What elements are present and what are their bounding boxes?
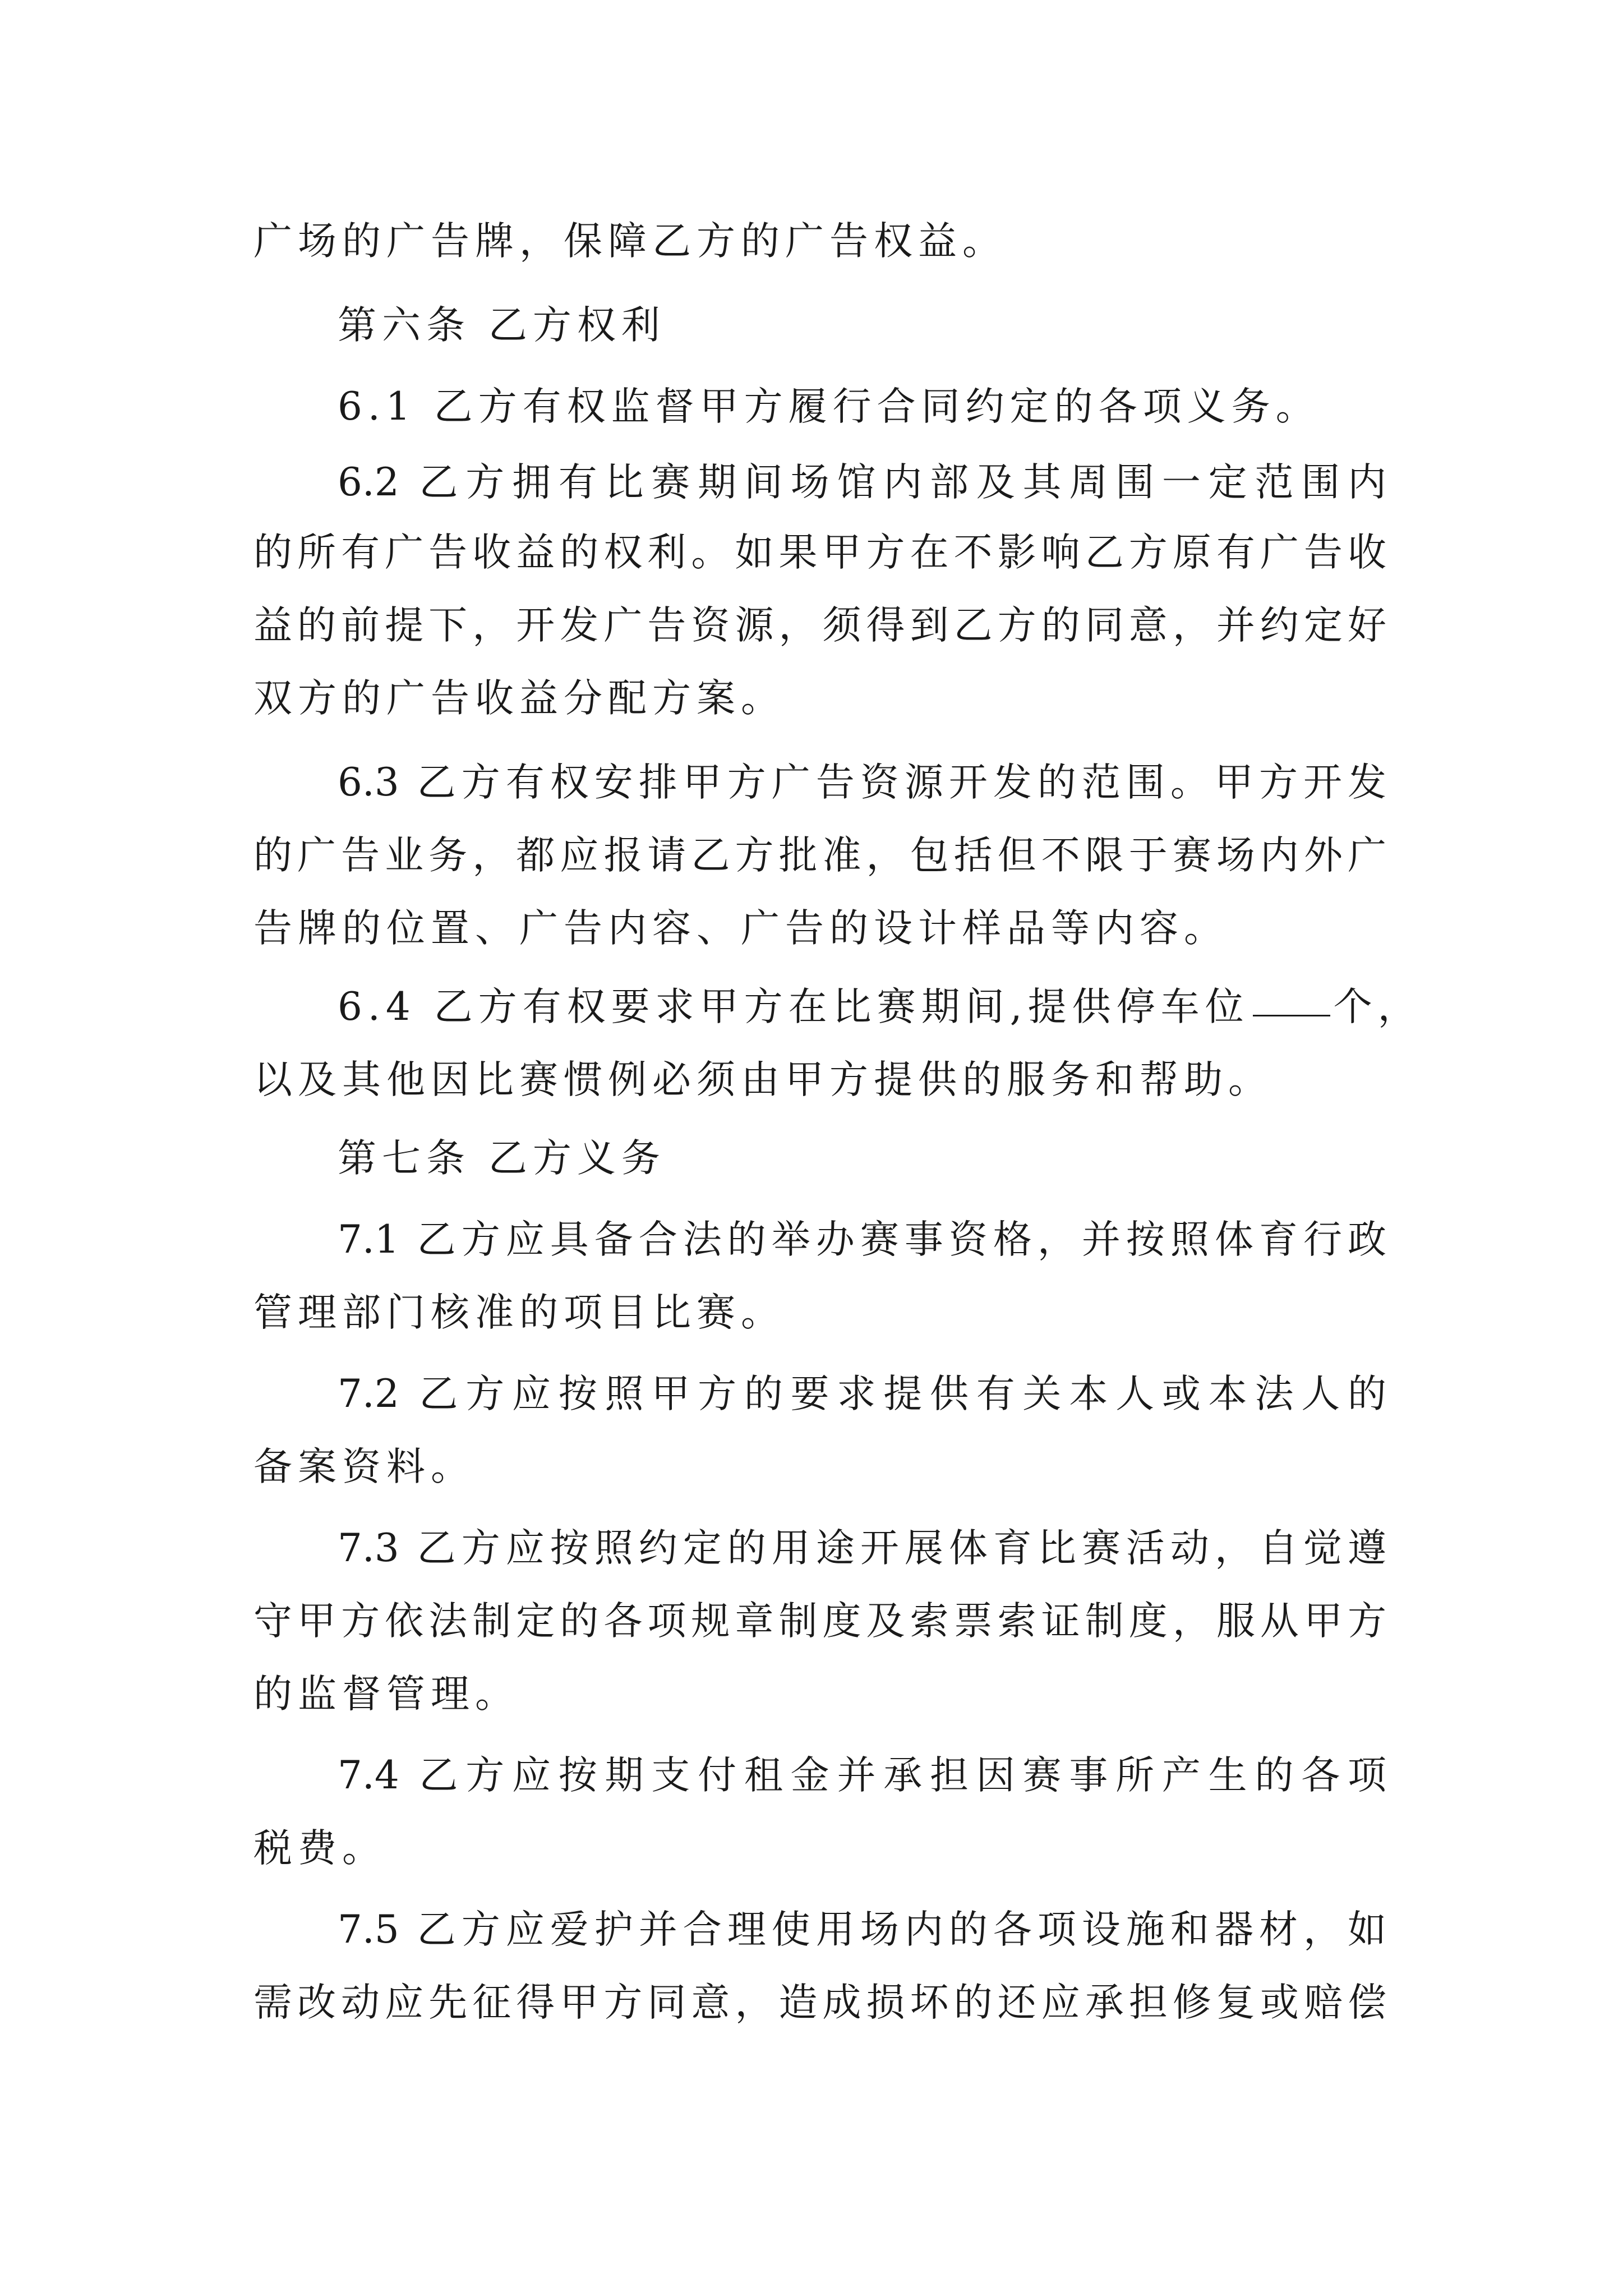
text-line: 的广告业务，都应报请乙方批准，包括但不限于赛场内外广 (253, 833, 1386, 878)
text-line: 双方的广告收益分配方案。 (253, 676, 785, 721)
clause-line: 6.2 乙方拥有比赛期间场馆内部及其周围一定范围内 (338, 460, 1386, 505)
text-line: 备案资料。 (253, 1444, 475, 1489)
clause-line: 6.3 乙方有权安排甲方广告资源开发的范围。甲方开发 (338, 760, 1386, 805)
clause-line: 7.2 乙方应按照甲方的要求提供有关本人或本法人的 (338, 1372, 1386, 1416)
section-heading: 第七条 乙方义务 (338, 1136, 666, 1181)
clause-text-end: 个， (1333, 984, 1422, 1029)
clause-line: 7.3 乙方应按照约定的用途开展体育比赛活动，自觉遵 (338, 1526, 1386, 1571)
text-line: 管理部门核准的项目比赛。 (253, 1290, 785, 1335)
section-heading: 第六条 乙方权利 (338, 303, 666, 348)
text-line: 的监督管理。 (253, 1672, 519, 1717)
clause-line: 7.1 乙方应具备合法的举办赛事资格，并按照体育行政 (338, 1217, 1386, 1262)
text-line: 守甲方依法制定的各项规章制度及索票索证制度，服从甲方 (253, 1599, 1386, 1644)
text-line: 告牌的位置、广告内容、广告的设计样品等内容。 (253, 906, 1228, 951)
text-line: 广场的广告牌，保障乙方的广告权益。 (253, 219, 1007, 264)
text-line: 以及其他因比赛惯例必须由甲方提供的服务和帮助。 (253, 1057, 1272, 1102)
fill-in-blank[interactable] (1253, 1014, 1330, 1016)
clause-line: 7.4 乙方应按期支付租金并承担因赛事所产生的各项 (338, 1753, 1386, 1798)
clause-line-with-blank (338, 976, 1422, 1038)
clause-line: 7.5 乙方应爱护并合理使用场内的各项设施和器材，如 (338, 1907, 1386, 1952)
text-line: 益的前提下，开发广告资源，须得到乙方的同意，并约定好 (253, 603, 1386, 648)
clause-text: 6.4 乙方有权要求甲方在比赛期间,提供停车位 (338, 984, 1249, 1029)
text-line: 的所有广告收益的权利。如果甲方在不影响乙方原有广告收 (253, 530, 1386, 575)
clause-line: 6.1 乙方有权监督甲方履行合同约定的各项义务。 (338, 384, 1320, 429)
text-line: 需改动应先征得甲方同意，造成损坏的还应承担修复或赔偿 (253, 1980, 1386, 2025)
text-line: 税费。 (253, 1826, 386, 1871)
